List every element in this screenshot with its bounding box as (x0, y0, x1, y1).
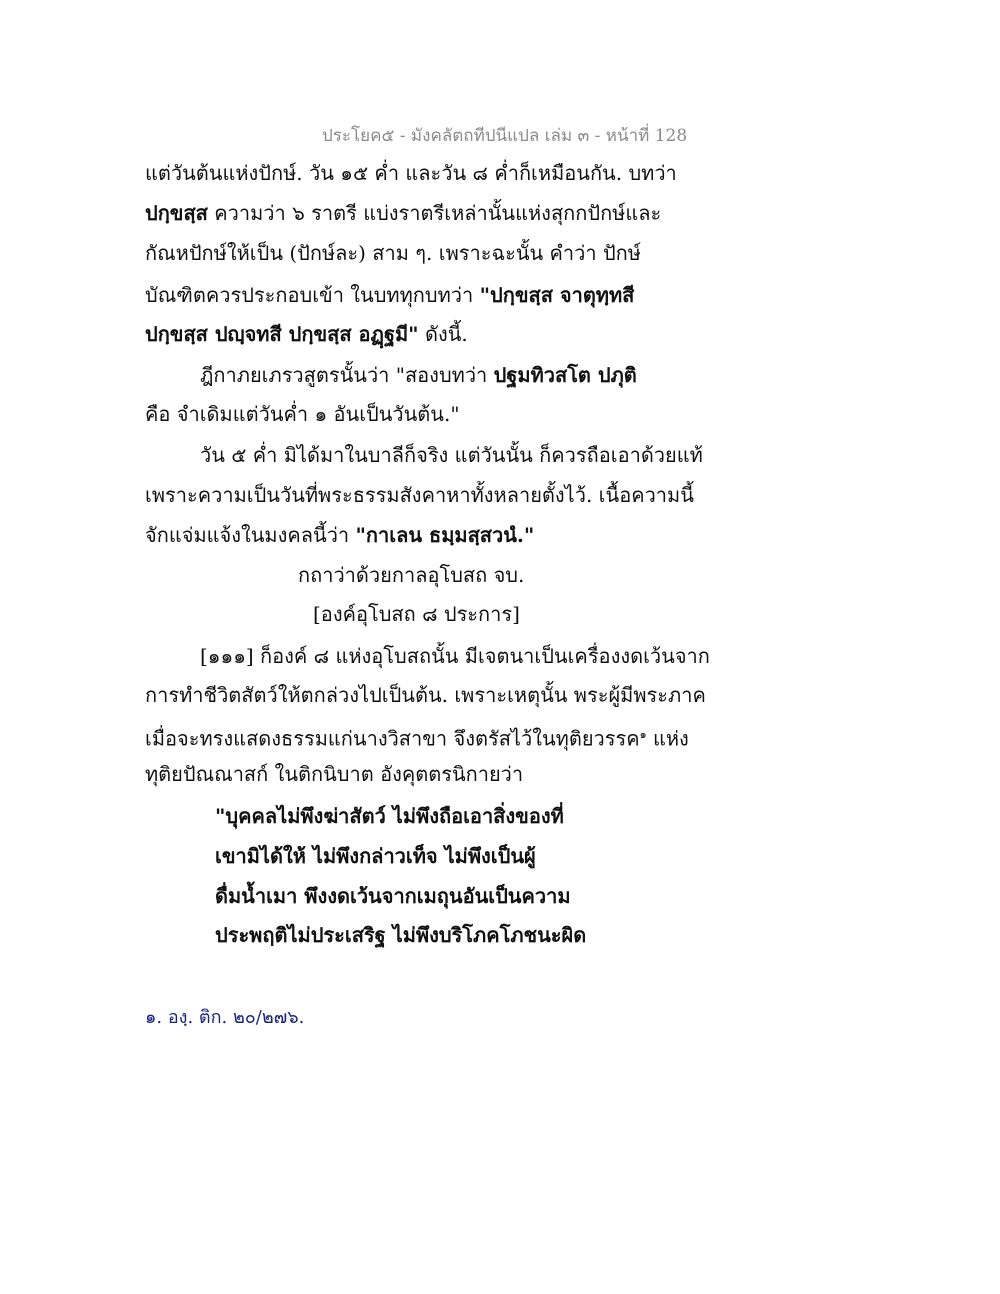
line-text: บัณฑิตควรประกอบเข้า ในบททุกบทว่า (145, 283, 480, 307)
paragraph-line (145, 320, 468, 348)
pali-quote: "กาเลน ธมฺมสฺสวนํ." (355, 523, 535, 547)
paragraph-line (145, 281, 634, 309)
chapter-end-line: กถาว่าด้วยกาลอุโบสถ จบ. (298, 563, 525, 587)
quote-line: ประพฤติไม่ประเสริฐ ไม่พึงบริโภคโภชนะผิด (215, 923, 587, 947)
quote-line: ดื่มน้ำเมา พึงงดเว้นจากเมถุนอันเป็นความ (215, 884, 571, 908)
paragraph-line: วัน ๕ ค่ำ มิได้มาในบาลีก็จริง แต่วันนั้น ก็ควรถือเอาด้วยแท้ (200, 443, 703, 467)
line-text: จักแจ่มแจ้งในมงคลนี้ว่า (145, 523, 356, 547)
line-text: แห่ง (646, 726, 689, 751)
paragraph-line: คือ จำเดิมแต่วันค่ำ ๑ อันเป็นวันต้น." (145, 402, 460, 426)
paragraph-line (200, 361, 637, 389)
line-text: เมื่อจะทรงแสดงธรรมแก่นางวิสาขา จึงตรัสไว้ในทุติยวรรค (145, 726, 640, 751)
line-text: ดังนี้. (418, 322, 468, 346)
paragraph-line: ทุติยปัณณาสก์ ในติกนิบาต อังคุตตรนิกายว่า (145, 762, 524, 786)
pali-term: ปฐมทิวสโต ปภุติ (493, 363, 637, 387)
paragraph-line: แต่วันต้นแห่งปักษ์. วัน ๑๕ ค่ำ และวัน ๘ ค่ำก็เหมือนกัน. บทว่า (145, 161, 677, 185)
line-text: ความว่า ๖ ราตรี แบ่งราตรีเหล่านั้นแห่งสุกกปักษ์และ (207, 201, 662, 225)
paragraph-line: การทำชีวิตสัตว์ให้ตกล่วงไปเป็นต้น. เพราะเหตุนั้น พระผู้มีพระภาค (145, 683, 706, 707)
section-title: [องค์อุโบสถ ๘ ประการ] (313, 602, 520, 626)
paragraph-line: กัณหปักษ์ให้เป็น (ปักษ์ละ) สาม ๆ. เพราะฉะนั้น คำว่า ปักษ์ (145, 241, 641, 265)
paragraph-line (145, 521, 534, 549)
quote-line: "บุคคลไม่พึงฆ่าสัตว์ ไม่พึงถือเอาสิ่งของที่ (215, 804, 564, 828)
paragraph-line (145, 721, 689, 753)
footnote: ๑. องฺ. ติก. ๒๐/๒๗๖. (145, 1007, 305, 1028)
page-header: ประโยค๕ - มังคลัตถทีปนีแปล เล่ม ๓ - หน้าที่ 128 (322, 126, 688, 146)
pali-quote: ปกฺขสฺส ปญฺจทสี ปกฺขสฺส อฏฺฐมี" (145, 322, 419, 346)
line-text: ฎีกาภยเภรวสูตรนั้นว่า "สองบทว่า (200, 363, 494, 387)
footnote-marker: ๑ (639, 728, 647, 741)
paragraph-line: [๑๑๑] ก็องค์ ๘ แห่งอุโบสถนั้น มีเจตนาเป็นเครื่องงดเว้นจาก (200, 644, 710, 668)
paragraph-line (145, 199, 661, 227)
quote-line: เขามิได้ให้ ไม่พึงกล่าวเท็จ ไม่พึงเป็นผู้ (215, 844, 536, 868)
pali-term: ปกฺขสฺส (145, 201, 208, 225)
paragraph-line: เพราะความเป็นวันที่พระธรรมสังคาหาทั้งหลายตั้งไว้. เนื้อความนี้ (145, 483, 694, 507)
pali-quote: "ปกฺขสฺส จาตุทฺทสี (479, 283, 635, 307)
